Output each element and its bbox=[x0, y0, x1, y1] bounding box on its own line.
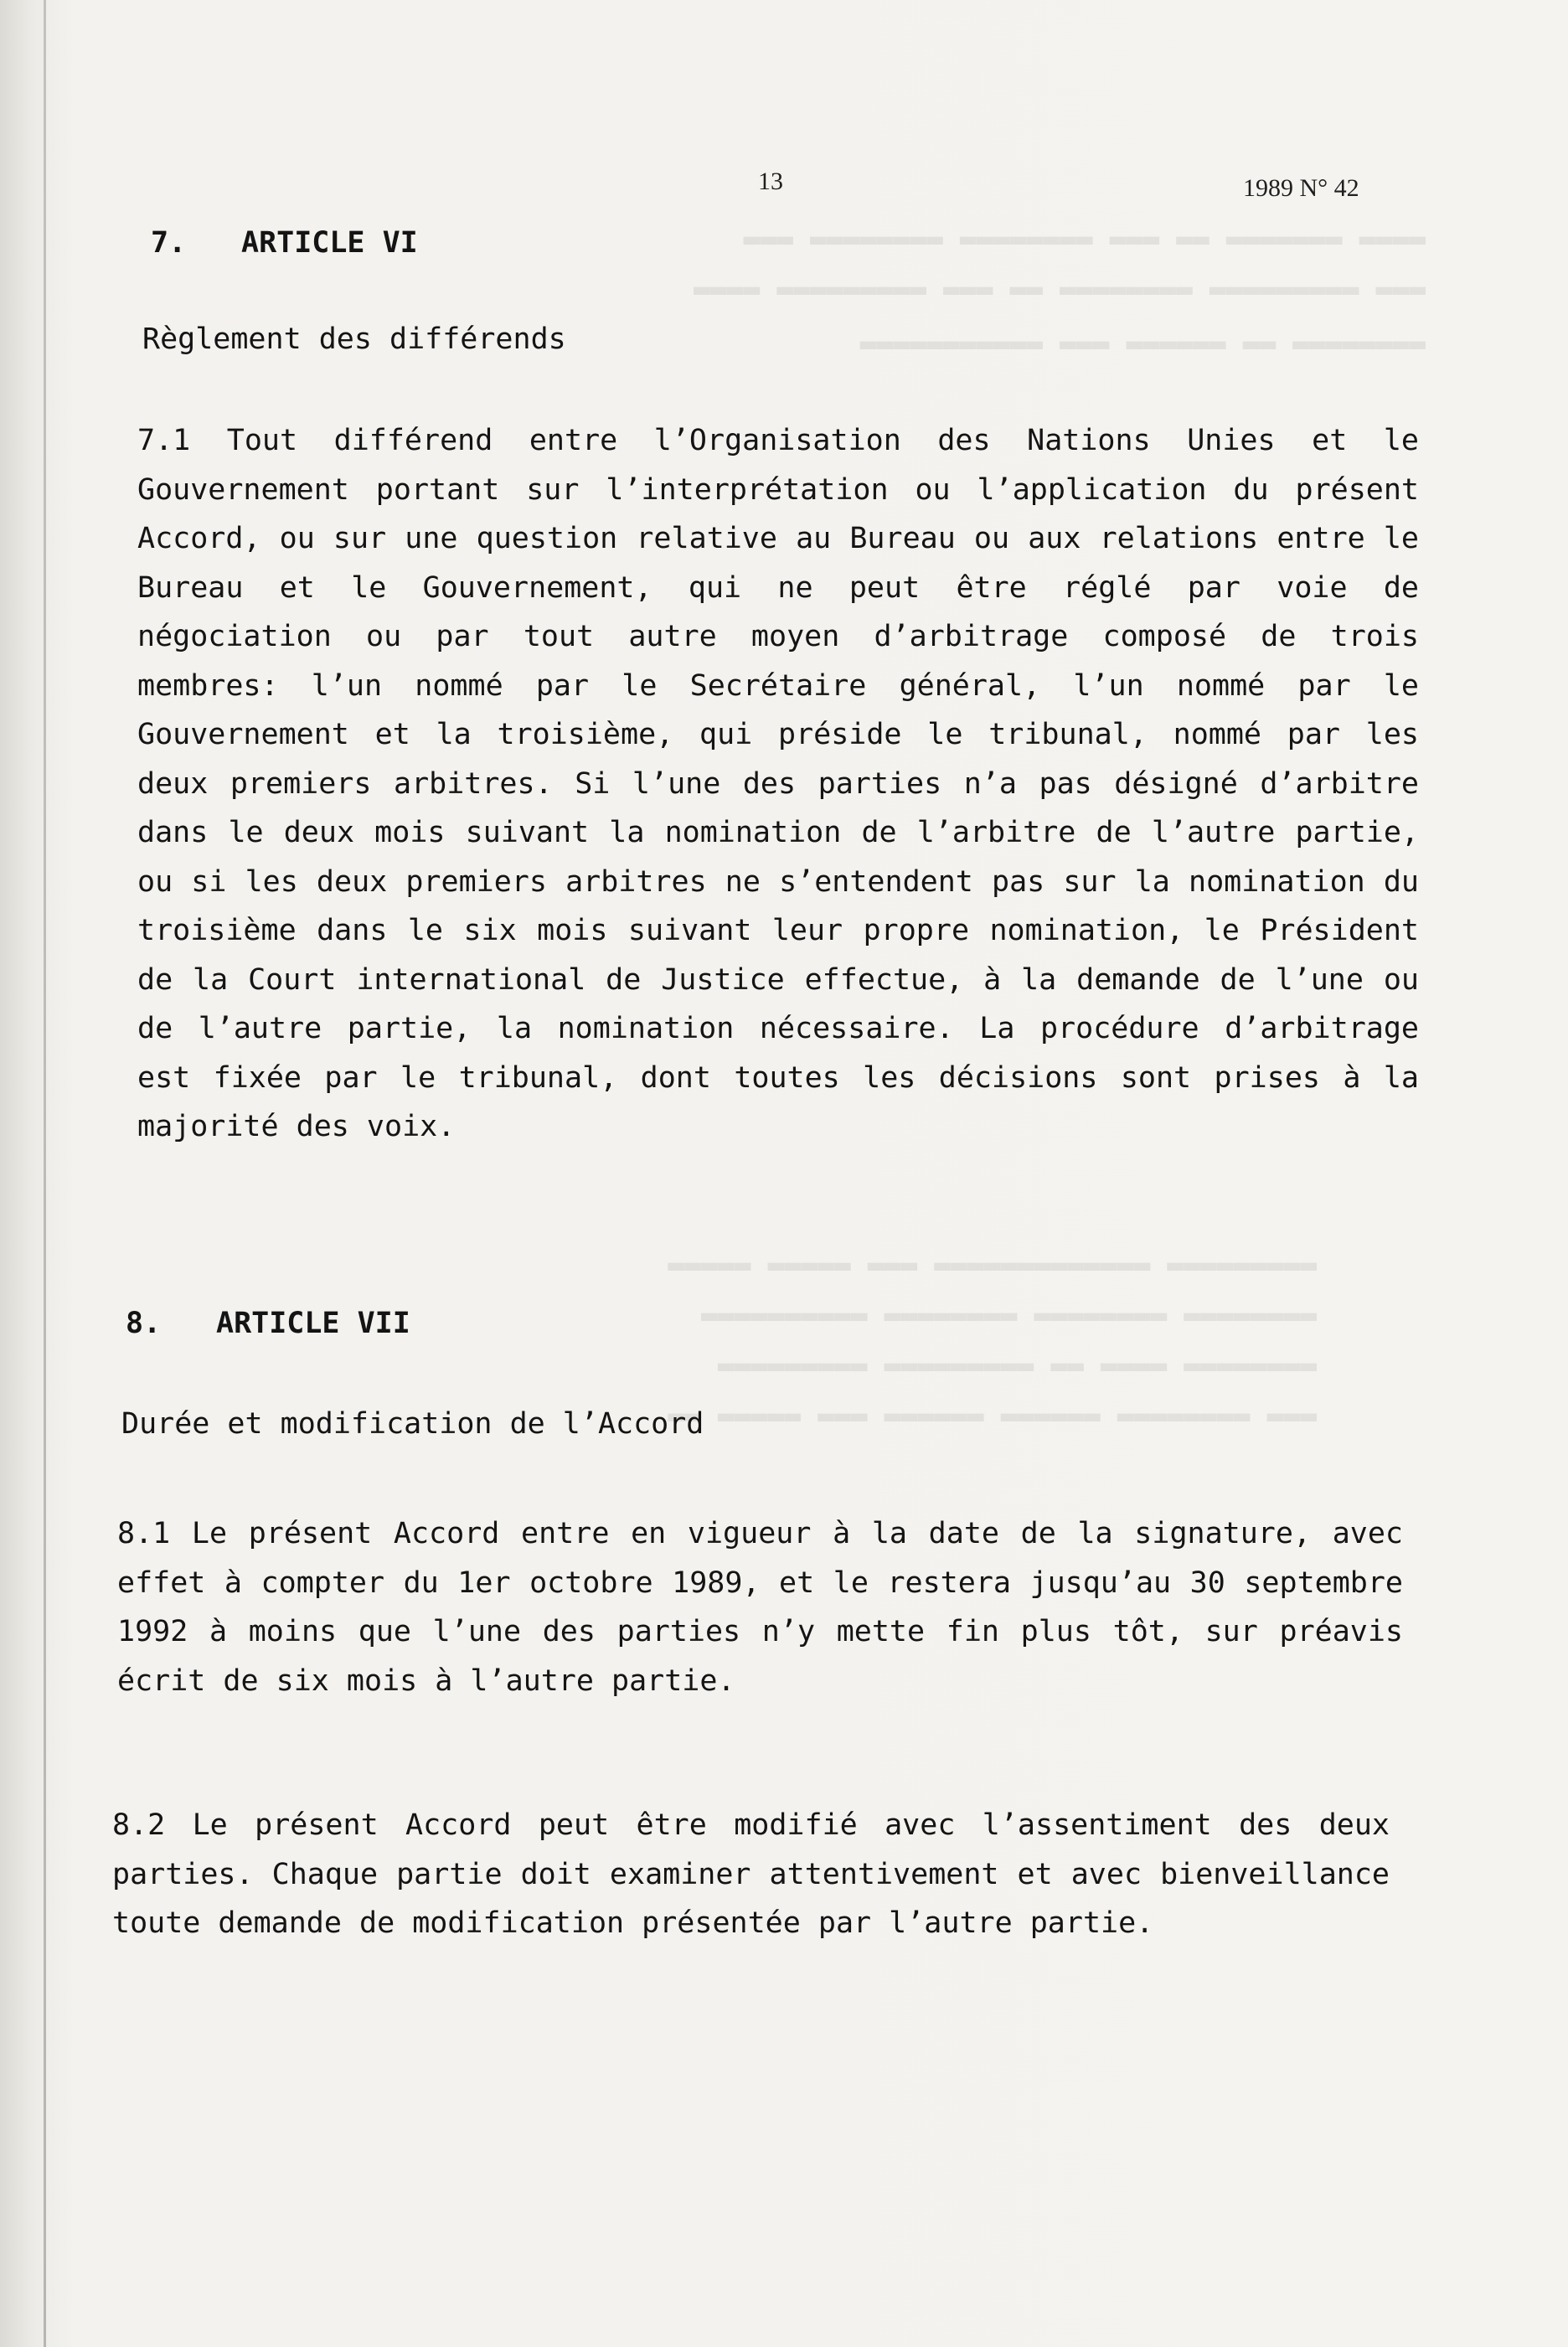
paragraph-8-1: 8.1 Le présent Accord entre en vigueur à la date de la signature, avec effet à compter du 1er octobre 1989, et le restera jusqu’au 30 septembre 1992 à moins que l’une des parties n’y mette fin plus tôt, sur préavis écrit de six mois à l’autre partie. bbox=[117, 1517, 1403, 1698]
document-reference: 1989 N° 42 bbox=[1243, 174, 1359, 202]
paragraph-7-1: 7.1 Tout différend entre l’Organisation des Nations Unies et le Gouvernement portant sur l’interprétation ou l’application du présent Accord, ou sur une question relative au Bureau ou aux relations entre le Bureau et le Gouvernement, qui ne peut être réglé par voie de négociation ou par tout autre moyen d’arbitrage composé de trois membres: l’un nommé par le Secrétaire général, l’un nommé par le Gouvernement et la troisième, qui préside le tribunal, nommé par les deux premiers arbitres. Si l’une des parties n’a pas désigné d’arbitre dans le deux mois suivant la nomination de l’arbitre de l’autre partie, ou si les deux premiers arbitres ne s’entendent pas sur la nomination du troisième dans le six mois suivant leur propre nomination, le Président de la Court international de Justice effectue, à la demande de l’une ou de l’autre partie, la nomination nécessaire. La procédure d’arbitrage est fixée par le tribunal, dont toutes les décisions sont prises à la majorité des voix. bbox=[137, 424, 1419, 1143]
section-number: 8. bbox=[126, 1307, 162, 1340]
show-through-texture: ▬▬▬▬ ▬▬▬▬▬▬▬ ▬▬ ▬▬▬ ▬▬▬▬▬▬▬▬ ▬▬▬▬▬▬▬▬ ▬▬▬ ▬▬▬ ▬▬▬▬▬▬▬▬▬ ▬▬▬▬▬▬▬▬ ▬▬ ▬▬▬ ▬▬▬▬▬▬▬▬▬ ▬▬▬▬ ▬▬▬▬▬▬▬▬ ▬▬ ▬▬▬▬▬▬ ▬▬▬ ▬▬▬▬▬▬▬▬▬▬▬ ▬▬▬▬▬▬▬▬▬ ▬▬▬▬▬▬▬▬▬▬▬▬▬ ▬▬▬ ▬▬▬▬▬ ▬▬▬▬▬ ▬▬▬▬▬▬▬▬ ▬▬▬▬▬▬▬▬ ▬▬▬▬▬▬▬▬ ▬▬▬▬▬▬▬▬▬▬ ▬▬▬▬▬▬▬▬ ▬▬▬▬ ▬▬ ▬▬▬▬▬▬▬▬▬ ▬▬▬▬▬▬▬▬▬ ▬▬▬ ▬▬▬▬▬▬▬▬ ▬▬▬▬▬▬ ▬▬▬▬▬▬ ▬▬▬ ▬▬▬▬▬ ▬▬ bbox=[668, 222, 1426, 1431]
section-number: 7. bbox=[151, 226, 187, 260]
article-subheading: Durée et modification de l’Accord bbox=[121, 1407, 704, 1441]
article-heading: ARTICLE VI bbox=[241, 226, 418, 260]
article-heading: ARTICLE VII bbox=[216, 1307, 410, 1340]
article-subheading: Règlement des différends bbox=[142, 322, 566, 356]
paragraph-8-2: 8.2 Le présent Accord peut être modifié avec l’assentiment des deux parties. Chaque partie doit examiner attentivement et avec bienveillance toute demande de modification présentée par l’autre partie. bbox=[112, 1808, 1390, 1940]
page-number: 13 bbox=[758, 168, 783, 195]
binding-gutter bbox=[44, 0, 46, 2347]
